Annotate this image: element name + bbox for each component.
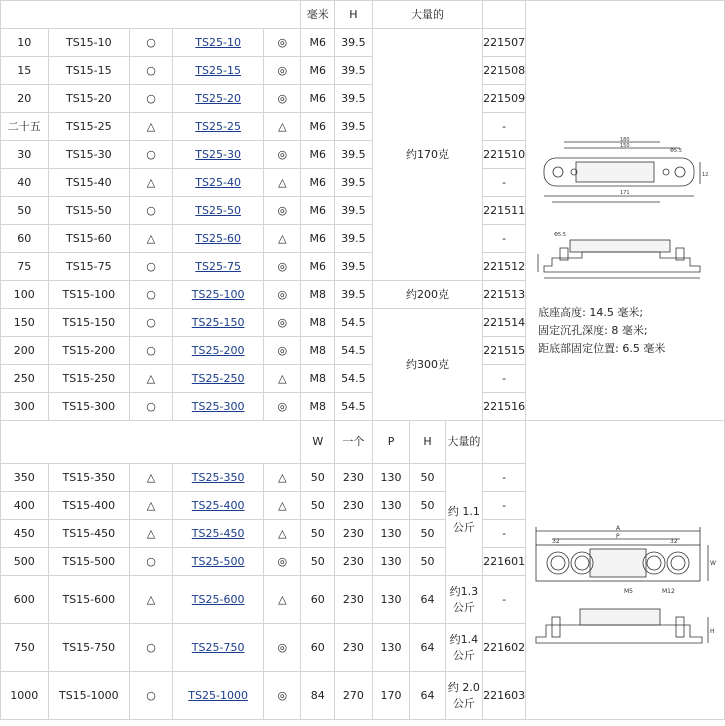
bolt-cell: M6 [301, 57, 335, 85]
size-cell: 50 [1, 197, 49, 225]
small-drawing-top-dim: 180 [620, 137, 630, 143]
code-cell: 221510 [483, 141, 526, 169]
model-link[interactable]: TS25-750 [191, 640, 245, 654]
model-cell: TS15-75 [48, 253, 129, 281]
stock-symbol-b: ◎ [264, 672, 301, 720]
p-cell: 130 [372, 492, 410, 520]
model-cell: TS15-50 [48, 197, 129, 225]
model-link-cell [173, 253, 264, 281]
size-cell: 30 [1, 141, 49, 169]
small-header-row [1, 1, 725, 29]
weight-cell: 约200克 [372, 281, 482, 309]
bolt-cell: M6 [301, 225, 335, 253]
model-link[interactable]: TS25-1000 [188, 688, 248, 702]
large-drawing-p: P [616, 533, 620, 540]
height-cell: 54.5 [335, 337, 373, 365]
size-cell: 500 [1, 548, 49, 576]
model-link[interactable]: TS25-350 [191, 470, 245, 484]
model-link[interactable]: TS25-60 [195, 231, 241, 245]
model-cell: TS15-30 [48, 141, 129, 169]
height-cell: 39.5 [335, 29, 373, 57]
height-cell: 39.5 [335, 253, 373, 281]
h-cell: 64 [410, 672, 445, 720]
model-link-cell [173, 492, 264, 520]
model-link-cell [173, 393, 264, 421]
height-cell: 54.5 [335, 309, 373, 337]
bolt-cell: M8 [301, 393, 335, 421]
stock-symbol-b: △ [264, 520, 301, 548]
one-cell: 230 [335, 520, 373, 548]
model-link[interactable]: TS25-10 [195, 35, 241, 49]
height-cell: 39.5 [335, 113, 373, 141]
model-cell: TS15-15 [48, 57, 129, 85]
size-cell: 100 [1, 281, 49, 309]
w-cell: 50 [301, 548, 335, 576]
model-link-cell [173, 113, 264, 141]
stock-symbol-a: △ [130, 225, 173, 253]
code-cell: 221603 [483, 672, 526, 720]
stock-symbol-a: ○ [130, 309, 173, 337]
model-cell: TS15-350 [48, 464, 129, 492]
h-cell: 50 [410, 492, 445, 520]
model-cell: TS15-25 [48, 113, 129, 141]
stock-symbol-b: ◎ [264, 253, 301, 281]
code-cell: 221514 [483, 309, 526, 337]
stock-symbol-b: ◎ [264, 29, 301, 57]
p-cell: 130 [372, 520, 410, 548]
w-cell: 50 [301, 464, 335, 492]
model-link-cell [173, 309, 264, 337]
model-cell: TS15-60 [48, 225, 129, 253]
bolt-cell: M6 [301, 197, 335, 225]
weight-cell: 约 2.0 公斤 [445, 672, 482, 720]
p-cell: 130 [372, 576, 410, 624]
model-link-cell [173, 281, 264, 309]
model-link[interactable]: TS25-250 [191, 371, 245, 385]
stock-symbol-b: △ [264, 492, 301, 520]
model-link[interactable]: TS25-75 [195, 259, 241, 273]
model-cell: TS15-500 [48, 548, 129, 576]
code-cell: - [483, 492, 526, 520]
p-cell: 130 [372, 464, 410, 492]
size-cell: 60 [1, 225, 49, 253]
stock-symbol-a: ○ [130, 624, 173, 672]
model-cell: TS15-400 [48, 492, 129, 520]
code-cell: - [483, 225, 526, 253]
model-link[interactable]: TS25-600 [191, 592, 245, 606]
size-cell: 750 [1, 624, 49, 672]
counterbore-depth-text: 固定沉孔深度: 8 毫米; [538, 324, 648, 337]
stock-symbol-a: ○ [130, 337, 173, 365]
stock-symbol-b: △ [264, 365, 301, 393]
h-cell: 50 [410, 548, 445, 576]
code-cell: - [483, 520, 526, 548]
size-cell: 350 [1, 464, 49, 492]
p-cell: 130 [372, 548, 410, 576]
bolt-cell: M6 [301, 169, 335, 197]
height-cell: 39.5 [335, 57, 373, 85]
stock-symbol-b: ◎ [264, 337, 301, 365]
bolt-cell: M8 [301, 337, 335, 365]
model-link-cell [173, 29, 264, 57]
model-cell: TS15-300 [48, 393, 129, 421]
code-cell: 221507 [483, 29, 526, 57]
height-cell: 39.5 [335, 225, 373, 253]
model-link[interactable]: TS25-40 [195, 175, 241, 189]
bolt-cell: M6 [301, 253, 335, 281]
model-cell: TS15-20 [48, 85, 129, 113]
one-cell: 230 [335, 464, 373, 492]
h-cell: 50 [410, 464, 445, 492]
size-cell: 250 [1, 365, 49, 393]
height-cell: 39.5 [335, 197, 373, 225]
large-drawing-w: W [710, 560, 717, 567]
size-cell: 400 [1, 492, 49, 520]
stock-symbol-a: ○ [130, 197, 173, 225]
stock-symbol-a: △ [130, 520, 173, 548]
model-cell: TS15-40 [48, 169, 129, 197]
large-drawing-m5: M5 [624, 588, 634, 595]
one-cell: 230 [335, 492, 373, 520]
fixing-position-text: 距底部固定位置: 6.5 毫米 [538, 342, 666, 355]
large-shunt-drawing [530, 525, 720, 655]
model-cell: TS15-10 [48, 29, 129, 57]
size-cell: 1000 [1, 672, 49, 720]
header-p: P [372, 421, 410, 464]
size-cell: 450 [1, 520, 49, 548]
stock-symbol-a: ○ [130, 281, 173, 309]
stock-symbol-b: ◎ [264, 624, 301, 672]
stock-symbol-b: △ [264, 113, 301, 141]
stock-symbol-a: ○ [130, 141, 173, 169]
stock-symbol-a: △ [130, 365, 173, 393]
stock-symbol-b: ◎ [264, 281, 301, 309]
size-cell: 75 [1, 253, 49, 281]
model-link[interactable]: TS25-150 [191, 315, 245, 329]
stock-symbol-a: ○ [130, 57, 173, 85]
model-cell: TS15-100 [48, 281, 129, 309]
model-link-cell [173, 197, 264, 225]
model-link-cell [173, 337, 264, 365]
model-link[interactable]: TS25-450 [191, 526, 245, 540]
bolt-cell: M8 [301, 309, 335, 337]
height-cell: 39.5 [335, 85, 373, 113]
w-cell: 50 [301, 520, 335, 548]
stock-symbol-a: ○ [130, 672, 173, 720]
model-cell: TS15-600 [48, 576, 129, 624]
model-link[interactable]: TS25-15 [195, 63, 241, 77]
stock-symbol-b: ◎ [264, 85, 301, 113]
model-link[interactable]: TS25-25 [195, 119, 241, 133]
header-unit: 毫米 [301, 1, 335, 29]
large-drawing-m12: M12 [662, 588, 675, 595]
code-cell: 221601 [483, 548, 526, 576]
bolt-cell: M6 [301, 29, 335, 57]
height-cell: 54.5 [335, 365, 373, 393]
code-cell: 221509 [483, 85, 526, 113]
size-cell: 20 [1, 85, 49, 113]
size-cell: 150 [1, 309, 49, 337]
height-cell: 39.5 [335, 169, 373, 197]
stock-symbol-b: ◎ [264, 197, 301, 225]
model-link-cell [173, 365, 264, 393]
stock-symbol-a: ○ [130, 393, 173, 421]
stock-symbol-b: ◎ [264, 141, 301, 169]
model-link-cell [173, 169, 264, 197]
stock-symbol-a: △ [130, 169, 173, 197]
stock-symbol-b: △ [264, 576, 301, 624]
base-description [526, 304, 724, 358]
code-cell: - [483, 113, 526, 141]
base-height-text: 底座高度: 14.5 毫米; [538, 306, 644, 319]
code-cell: 221512 [483, 253, 526, 281]
w-cell: 84 [301, 672, 335, 720]
stock-symbol-b: ◎ [264, 548, 301, 576]
bolt-cell: M8 [301, 281, 335, 309]
bolt-cell: M6 [301, 141, 335, 169]
stock-symbol-a: △ [130, 113, 173, 141]
one-cell: 270 [335, 672, 373, 720]
large-header-row [1, 421, 725, 464]
h-cell: 64 [410, 624, 445, 672]
one-cell: 230 [335, 576, 373, 624]
model-link[interactable]: TS25-200 [191, 343, 245, 357]
p-cell: 130 [372, 624, 410, 672]
stock-symbol-a: △ [130, 492, 173, 520]
small-drawing-bottom-dim: 171 [620, 190, 630, 196]
header-h-large: H [410, 421, 445, 464]
height-cell: 54.5 [335, 393, 373, 421]
model-link-cell [173, 624, 264, 672]
model-cell: TS15-450 [48, 520, 129, 548]
large-drawing-32-right: 32 [670, 538, 678, 545]
stock-symbol-a: ○ [130, 548, 173, 576]
code-cell: - [483, 576, 526, 624]
one-cell: 230 [335, 548, 373, 576]
model-link[interactable]: TS25-300 [191, 399, 245, 413]
code-cell: 221602 [483, 624, 526, 672]
header-h: H [335, 1, 373, 29]
bolt-cell: M8 [301, 365, 335, 393]
weight-cell: 约1.4 公斤 [445, 624, 482, 672]
model-link-cell [173, 141, 264, 169]
model-link[interactable]: TS25-20 [195, 91, 241, 105]
model-link-cell [173, 520, 264, 548]
small-shunt-drawing [530, 136, 720, 300]
code-cell: - [483, 464, 526, 492]
model-link-cell [173, 576, 264, 624]
header-one: 一个 [335, 421, 373, 464]
bolt-cell: M6 [301, 85, 335, 113]
height-cell: 39.5 [335, 281, 373, 309]
header-w: W [301, 421, 335, 464]
w-cell: 60 [301, 576, 335, 624]
size-cell: 600 [1, 576, 49, 624]
code-cell: 221508 [483, 57, 526, 85]
model-cell: TS15-1000 [48, 672, 129, 720]
small-drawing-hole-1: Φ5.5 [670, 148, 682, 154]
model-link[interactable]: TS25-500 [191, 554, 245, 568]
size-cell: 200 [1, 337, 49, 365]
w-cell: 50 [301, 492, 335, 520]
model-link[interactable]: TS25-30 [195, 147, 241, 161]
stock-symbol-b: ◎ [264, 57, 301, 85]
small-drawing-side-dim: 12 [702, 172, 709, 178]
weight-cell: 约 1.1 公斤 [445, 464, 482, 576]
size-cell: 300 [1, 393, 49, 421]
stock-symbol-b: △ [264, 169, 301, 197]
large-drawing-cell [526, 421, 725, 720]
stock-symbol-b: △ [264, 464, 301, 492]
stock-symbol-b: ◎ [264, 309, 301, 337]
header-bulk: 大量的 [372, 1, 482, 29]
model-link-cell [173, 57, 264, 85]
p-cell: 170 [372, 672, 410, 720]
code-cell: 221515 [483, 337, 526, 365]
code-cell: 221516 [483, 393, 526, 421]
stock-symbol-a: ○ [130, 253, 173, 281]
weight-cell: 约1.3 公斤 [445, 576, 482, 624]
stock-symbol-a: ○ [130, 85, 173, 113]
model-cell: TS15-150 [48, 309, 129, 337]
size-cell: 10 [1, 29, 49, 57]
stock-symbol-a: △ [130, 576, 173, 624]
small-drawing-cell [526, 1, 725, 421]
model-link[interactable]: TS25-400 [191, 498, 245, 512]
code-cell: - [483, 169, 526, 197]
one-cell: 230 [335, 624, 373, 672]
size-cell: 40 [1, 169, 49, 197]
size-cell: 二十五 [1, 113, 49, 141]
model-cell: TS15-250 [48, 365, 129, 393]
stock-symbol-a: ○ [130, 29, 173, 57]
model-link-cell [173, 225, 264, 253]
weight-cell: 约300克 [372, 309, 482, 421]
model-cell: TS15-750 [48, 624, 129, 672]
bolt-cell: M6 [301, 113, 335, 141]
code-cell: 221513 [483, 281, 526, 309]
small-drawing-hole-2: Φ5.5 [554, 232, 566, 238]
size-cell: 15 [1, 57, 49, 85]
model-link-cell [173, 85, 264, 113]
h-cell: 64 [410, 576, 445, 624]
height-cell: 39.5 [335, 141, 373, 169]
w-cell: 60 [301, 624, 335, 672]
model-link-cell [173, 464, 264, 492]
model-link-cell [173, 548, 264, 576]
model-link[interactable]: TS25-50 [195, 203, 241, 217]
large-drawing-h: H [710, 628, 715, 635]
code-cell: - [483, 365, 526, 393]
stock-symbol-a: △ [130, 464, 173, 492]
stock-symbol-b: ◎ [264, 393, 301, 421]
h-cell: 50 [410, 520, 445, 548]
stock-symbol-b: △ [264, 225, 301, 253]
code-cell: 221511 [483, 197, 526, 225]
large-drawing-a: A [616, 525, 621, 532]
header-bulk-large: 大量的 [445, 421, 482, 464]
model-link-cell [173, 672, 264, 720]
model-link[interactable]: TS25-100 [191, 287, 245, 301]
model-cell: TS15-200 [48, 337, 129, 365]
small-drawing-mid-dim: 150 [620, 143, 630, 149]
weight-cell: 约170克 [372, 29, 482, 281]
large-drawing-32-left: 32 [552, 538, 560, 545]
